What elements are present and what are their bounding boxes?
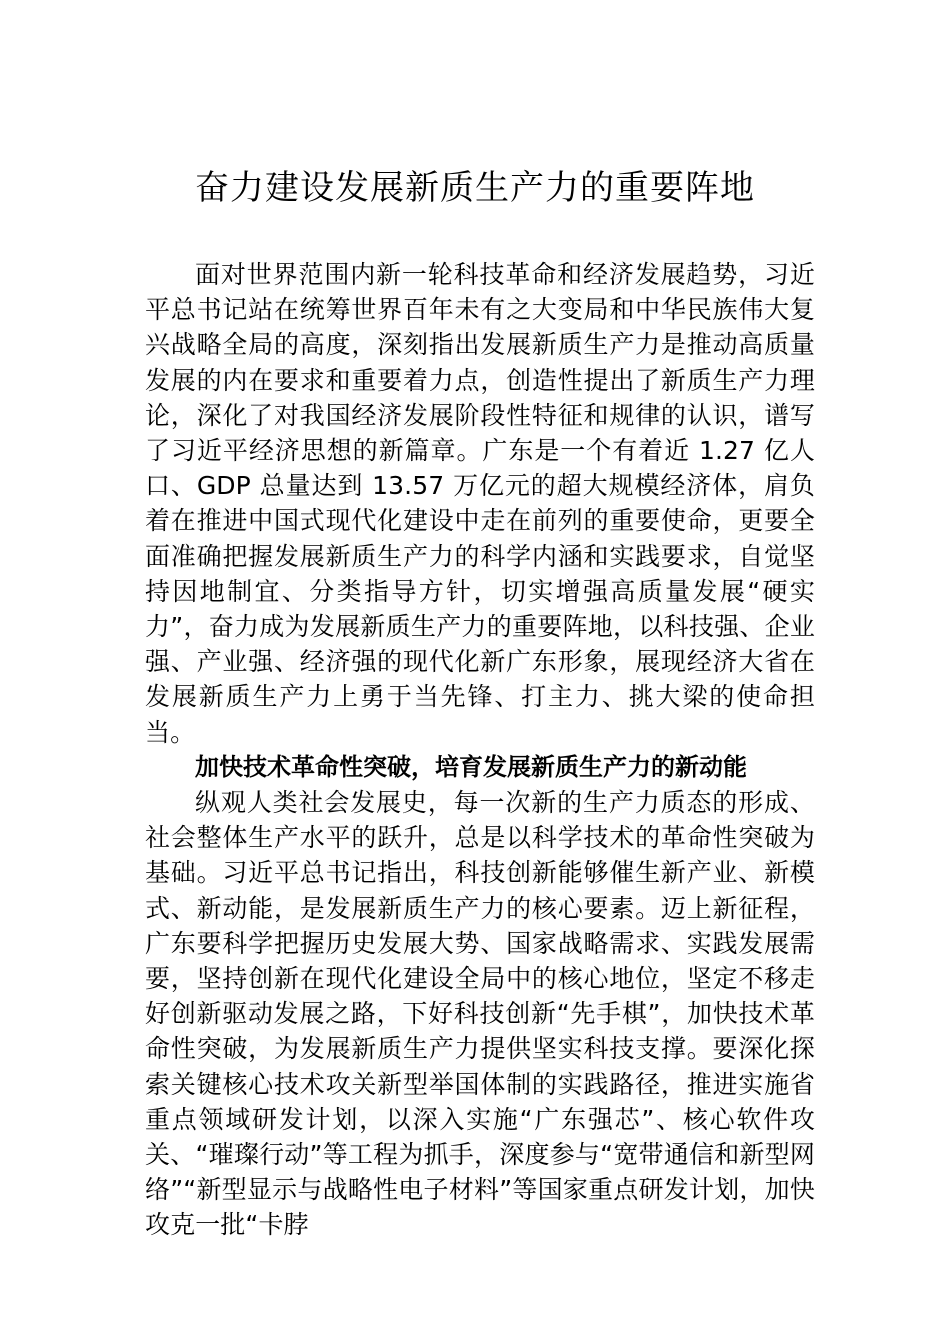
section-heading: 加快技术革命性突破，培育发展新质生产力的新动能 — [195, 752, 747, 781]
document-body — [145, 257, 815, 1243]
intro-paragraph: 面对世界范围内新一轮科技革命和经济发展趋势，习近平总书记站在统筹世界百年未有之大变局和中华民族伟大复兴战略全局的高度，深刻指出发展新质生产力是推动高质量发展的内在要求和重要着力点，创造性提出了新质生产力理论，深化了对我国经济发展阶段性特征和规律的认识，谱写了习近平经济思想的新篇章。广东是一个有着近 1.27 亿人口、GDP 总量达到 13.57 万亿元的超大规模经济体，肩负着在推进中国式现代化建设中走在前列的重要使命，更要全面准确把握发展新质生产力的科学内涵和实践要求，自觉坚持因地制宜、分类指导方针，切实增强高质量发展“硬实力”，奋力成为发展新质生产力的重要阵地，以科技强、企业强、产业强、经济强的现代化新广东形象，展现经济大省在发展新质生产力上勇于当先锋、打主力、挑大梁的使命担当。 — [145, 260, 815, 747]
document-title: 奋力建设发展新质生产力的重要阵地 — [195, 168, 755, 208]
section-paragraph: 纵观人类社会发展史，每一次新的生产力质态的形成、社会整体生产水平的跃升，总是以科学技术的革命性突破为基础。习近平总书记指出，科技创新能够催生新产业、新模式、新动能，是发展新质生产力的核心要素。迈上新征程，广东要科学把握历史发展大势、国家战略需求、实践发展需要，坚持创新在现代化建设全局中的核心地位，坚定不移走好创新驱动发展之路，下好科技创新“先手棋”，加快技术革命性突破，为发展新质生产力提供坚实科技支撑。要深化探索关键核心技术攻关新型举国体制的实践路径，推进实施省重点领域研发计划，以深入实施“广东强芯”、核心软件攻关、“璀璨行动”等工程为抓手，深度参与“宽带通信和新型网络”“新型显示与战略性电子材料”等国家重点研发计划，加快攻克一批“卡脖 — [145, 788, 815, 1240]
